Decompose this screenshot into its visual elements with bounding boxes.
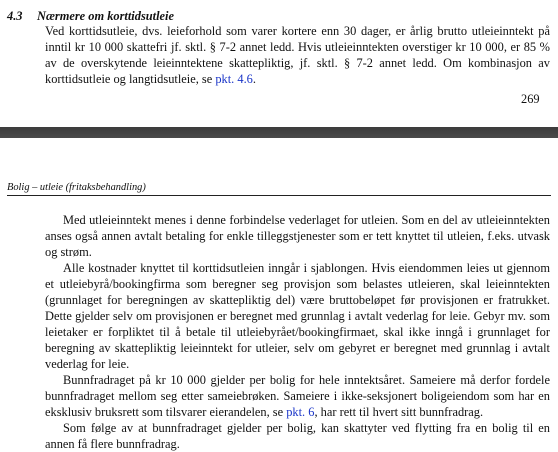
paragraph-text: Ved korttidsutleie, dvs. leieforhold som varer kortere enn 30 dager, er årlig brutto utleieinntekt på inntil kr 10 000 skattefri jf. sktl. § 7-2 annet ledd. Hvis utleieinntekten overstiger kr 10 000, er 85 % av de overskytende leieinntektene skattepliktig, jf. sktl. § 7-2 annet ledd. Om kombinasjon av korttidsutleie og langtidsutleie, se xyxy=(45,24,550,86)
section-paragraph xyxy=(45,23,550,87)
lower-page xyxy=(0,138,558,450)
section-heading xyxy=(7,9,174,24)
upper-page xyxy=(0,0,558,127)
section-title: Nærmere om korttidsutleie xyxy=(37,9,174,23)
page-number: 269 xyxy=(521,92,540,106)
section-number: 4.3 xyxy=(7,9,23,23)
paragraph-3-text: Bunnfradraget på kr 10 000 gjelder per bolig for hele inntektsåret. Sameiere må derfor fordele bunnfradraget mellom seg etter sameiebrøken. Sameiere i ikke-seksjonert boligeiendom som har en eksklusiv bruksrett som tilsvarer eierandelen, se xyxy=(45,373,550,419)
section-link-6[interactable]: pkt. 6 xyxy=(286,405,315,419)
paragraph-1: Med utleieinntekt menes i denne forbindelse vederlaget for utleien. Som en del av utleieinntekten anses også annen avtalt betaling for enkle tilleggstjenester som er tett knyttet til utleien, f.eks. utvask og strøm. xyxy=(45,213,550,259)
body-text xyxy=(45,212,550,452)
section-link-4-6[interactable]: pkt. 4.6 xyxy=(215,72,253,86)
paragraph-2: Alle kostnader knyttet til korttidsutleien inngår i sjablongen. Hvis eiendommen leies ut gjennom et utleiebyrå/bookingfirma som beregner seg provisjon som belastes utleieren, skal leieinntekten (grunnlaget for beregningen av skattepliktig del) være bruttobeløpet før provisjonen er fratrukket. Dette gjelder selv om provisjonen er beregnet med grunnlag i avtalt vederlag for leie. Gebyr mv. som leietaker er forpliktet til å betale til utleiebyrået/bookingfirmaet, skal ikke inngå i grunnlaget for beregning av skattepliktig leieinntekt for utleier, selv om gebyret er beregnet med grunnlag i avtalt vederlag for leie. xyxy=(45,261,550,371)
paragraph-4: Som følge av at bunnfradraget gjelder per bolig, kan skattyter ved flytting fra en bolig til en annen få flere bunnfradrag. xyxy=(45,421,550,451)
running-head: Bolig – utleie (fritaksbehandling) xyxy=(7,182,551,196)
paragraph-3 xyxy=(45,372,550,420)
paragraph-text-end: . xyxy=(252,72,256,86)
paragraph-3-text-end: , har rett til hvert sitt bunnfradrag. xyxy=(314,405,484,419)
page-divider xyxy=(0,127,558,138)
